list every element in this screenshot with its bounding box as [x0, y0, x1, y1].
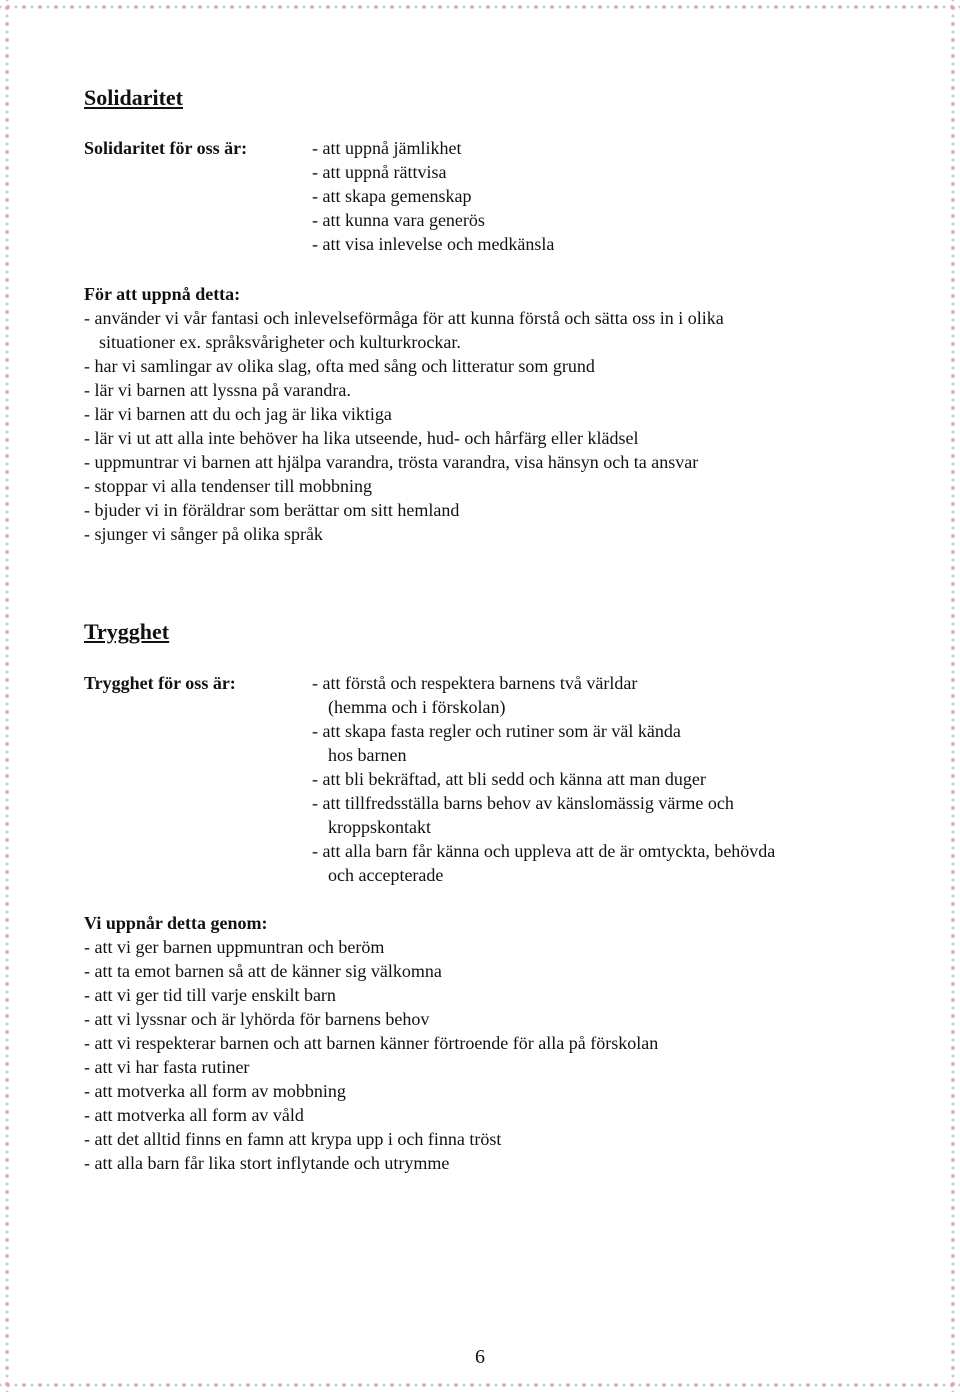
decorative-border-right	[946, 0, 960, 1392]
decorative-border-left	[0, 0, 14, 1392]
solidaritet-point-list	[84, 306, 724, 546]
list-item: - att vi har fasta rutiner	[84, 1057, 250, 1077]
solidaritet-item-list	[312, 136, 554, 256]
list-item: - att vi ger tid till varje enskilt barn	[84, 985, 336, 1005]
list-item: - att ta emot barnen så att de känner sig välkomna	[84, 961, 442, 981]
decorative-border-bottom	[0, 1378, 960, 1392]
list-item: hos barnen	[328, 745, 407, 765]
list-item: - att uppnå rättvisa	[312, 162, 447, 182]
list-item: - lär vi barnen att du och jag är lika viktiga	[84, 404, 392, 424]
section-heading-trygghet: Trygghet	[84, 619, 170, 644]
list-item: - uppmuntrar vi barnen att hjälpa varandra, trösta varandra, visa hänsyn och ta ansvar	[84, 452, 699, 472]
list-item: situationer ex. språksvårigheter och kulturkrockar.	[99, 332, 461, 352]
list-item: - att uppnå jämlikhet	[312, 138, 462, 158]
list-item: (hemma och i förskolan)	[328, 697, 506, 717]
list-item: - att tillfredsställa barns behov av känslomässig värme och	[312, 793, 734, 813]
list-item: - att visa inlevelse och medkänsla	[312, 234, 555, 254]
list-item: och accepterade	[328, 865, 444, 885]
list-item: - att bli bekräftad, att bli sedd och känna att man duger	[312, 769, 706, 789]
list-item: - att motverka all form av mobbning	[84, 1081, 346, 1101]
list-item: - att vi ger barnen uppmuntran och beröm	[84, 937, 385, 957]
list-item: - stoppar vi alla tendenser till mobbning	[84, 476, 372, 496]
list-item: - att kunna vara generös	[312, 210, 485, 230]
list-item: - att det alltid finns en famn att krypa upp i och finna tröst	[84, 1129, 502, 1149]
list-item: - att motverka all form av våld	[84, 1105, 304, 1125]
trygghet-label: Trygghet för oss är:	[84, 673, 236, 693]
list-item: - att skapa gemenskap	[312, 186, 472, 206]
section-heading-solidaritet: Solidaritet	[84, 85, 183, 110]
list-item: - har vi samlingar av olika slag, ofta med sång och litteratur som grund	[84, 356, 595, 376]
list-item: kroppskontakt	[328, 817, 431, 837]
list-item: - att förstå och respektera barnens två världar	[312, 673, 638, 693]
solidaritet-label: Solidaritet för oss är:	[84, 138, 248, 158]
list-item: - lär vi ut att alla inte behöver ha lika utseende, hud- och hårfärg eller klädsel	[84, 428, 639, 448]
trygghet-item-list	[312, 671, 775, 887]
list-item: - att vi respekterar barnen och att barnen känner förtroende för alla på förskolan	[84, 1033, 659, 1053]
list-item: - att vi lyssnar och är lyhörda för barnens behov	[84, 1009, 430, 1029]
list-item: - lär vi barnen att lyssna på varandra.	[84, 380, 351, 400]
page-number: 6	[475, 1346, 485, 1368]
list-item: - bjuder vi in föräldrar som berättar om sitt hemland	[84, 500, 460, 520]
solidaritet-sub-heading: För att uppnå detta:	[84, 284, 241, 304]
trygghet-sub-heading: Vi uppnår detta genom:	[84, 913, 268, 933]
list-item: - att alla barn får lika stort inflytande och utrymme	[84, 1153, 450, 1173]
list-item: - att alla barn får känna och uppleva att de är omtyckta, behövda	[312, 841, 776, 861]
decorative-border-top	[0, 0, 960, 14]
list-item: - att skapa fasta regler och rutiner som är väl kända	[312, 721, 681, 741]
trygghet-point-list	[84, 935, 658, 1175]
list-item: - sjunger vi sånger på olika språk	[84, 524, 323, 544]
list-item: - använder vi vår fantasi och inlevelseförmåga för att kunna förstå och sätta oss in i olika	[84, 308, 724, 328]
